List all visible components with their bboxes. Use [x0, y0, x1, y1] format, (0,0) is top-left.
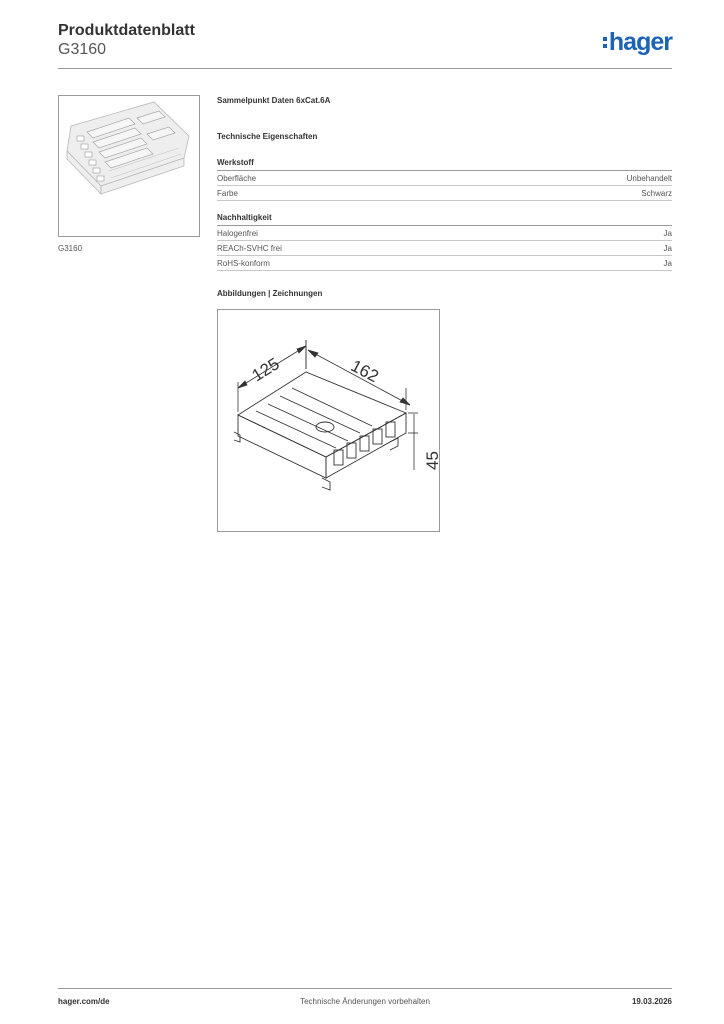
product-name: Sammelpunkt Daten 6xCat.6A — [217, 96, 331, 105]
footer-disclaimer: Technische Änderungen vorbehalten — [300, 997, 430, 1006]
dimension-width-label: 162 — [347, 356, 382, 387]
product-photo-icon — [59, 96, 199, 236]
property-value: Ja — [663, 259, 672, 268]
property-value: Ja — [663, 229, 672, 238]
dimension-drawing-icon — [218, 310, 442, 531]
logo-dots-icon — [603, 37, 607, 48]
property-label: Halogenfrei — [217, 229, 258, 238]
dimension-height-label: 45 — [423, 451, 442, 470]
document-header — [58, 22, 672, 60]
product-photo — [58, 95, 200, 237]
tech-properties-heading: Technische Eigenschaften — [217, 132, 318, 141]
property-row — [217, 171, 672, 186]
property-row — [217, 186, 672, 201]
logo-text: hager — [608, 28, 672, 56]
drawings-heading: Abbildungen | Zeichnungen — [217, 289, 323, 298]
property-value: Unbehandelt — [626, 174, 672, 183]
group-nachhaltigkeit — [217, 213, 672, 271]
property-label: Farbe — [217, 189, 238, 198]
group-heading: Nachhaltigkeit — [217, 213, 672, 226]
dimension-depth-label: 125 — [248, 354, 283, 386]
footer-website-link[interactable]: hager.com/de — [58, 997, 110, 1006]
document-title: Produktdatenblatt — [58, 22, 195, 39]
property-row — [217, 256, 672, 271]
property-value: Schwarz — [641, 189, 672, 198]
header-divider — [58, 68, 672, 69]
property-label: RoHS-konform — [217, 259, 270, 268]
group-heading: Werkstoff — [217, 158, 672, 171]
footer-divider — [58, 988, 672, 989]
footer-date: 19.03.2026 — [631, 997, 672, 1006]
property-row — [217, 226, 672, 241]
property-label: REACh-SVHC frei — [217, 244, 282, 253]
dimension-drawing — [217, 309, 440, 532]
hager-logo — [603, 28, 672, 57]
photo-caption: G3160 — [58, 244, 83, 253]
property-row — [217, 241, 672, 256]
property-value: Ja — [663, 244, 672, 253]
property-label: Oberfläche — [217, 174, 257, 183]
group-werkstoff — [217, 158, 672, 201]
product-code: G3160 — [58, 41, 107, 58]
product-details — [217, 96, 672, 298]
